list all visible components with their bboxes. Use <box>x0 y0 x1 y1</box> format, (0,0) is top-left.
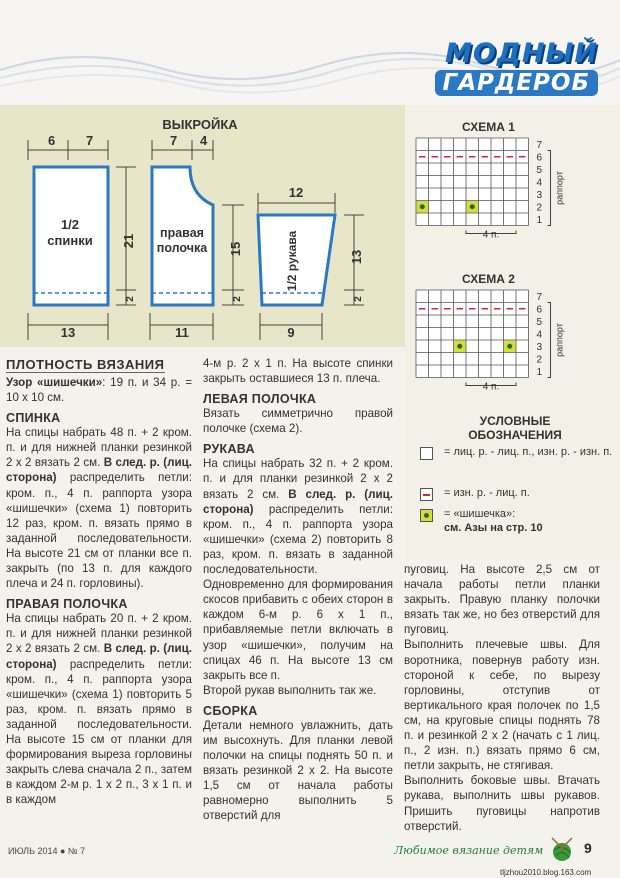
row-number: 3 <box>536 190 543 201</box>
back-title: СПИНКА <box>6 411 61 426</box>
back-text-c: распределить петли: кром. п., 4 п. раппорта узора «шишечки» (схема 1) повторить 12 раз, кром. п. вязать прямо в заданной последовательности. На высоте 21 см от планки все п. закрыть (по 13 п. для каждого плеча и 24 п. горловины). <box>6 471 192 591</box>
right-front-text <box>6 611 192 807</box>
bobble-dot <box>507 344 512 349</box>
footer <box>0 840 620 878</box>
assembly-title: СБОРКА <box>203 703 258 718</box>
back-text <box>6 425 192 591</box>
sleeves-text-2: Второй рукав выполнить так же. <box>203 683 377 697</box>
legend-item-purl-text: = изн. р. - лиц. п. <box>444 487 530 499</box>
width-label: 4 п. <box>482 381 500 393</box>
sleeve-bottom: 9 <box>287 325 295 340</box>
back-label-2: спинки <box>47 233 93 248</box>
density-title: ПЛОТНОСТЬ ВЯЗАНИЯ <box>6 357 165 372</box>
row-number: 4 <box>536 329 543 341</box>
brand-logo <box>435 40 598 96</box>
row-number: 4 <box>536 177 543 189</box>
sleeve-rib: 2 <box>353 296 364 302</box>
row-number: 5 <box>536 165 543 176</box>
front-label-1: правая <box>160 226 204 240</box>
repeat-bracket <box>548 151 551 226</box>
row-number: 3 <box>536 342 543 353</box>
finishing-text-3: Выполнить боковые швы. Втачать рукава, выполнить швы рукавов. Пришить пуговицы напротив отверстий. <box>404 774 600 833</box>
right-front-text-a: На спицы набрать 20 п. + 2 кром. п. и для нижней планки резинкой 2 х 2 вязать 2 см. <box>6 612 192 656</box>
width-label: 4 п. <box>482 229 500 241</box>
row-number: 1 <box>536 367 543 378</box>
row-number: 6 <box>536 152 543 164</box>
right-front-text-b: В след. р. (лиц. сторона) <box>6 642 192 671</box>
magazine-name: Любимое вязание детям <box>394 844 544 857</box>
sleeve-top: 12 <box>288 185 304 200</box>
column-3 <box>404 562 600 834</box>
scheme1-grid <box>410 134 615 254</box>
scheme2-grid <box>410 286 615 406</box>
legend-item-bobble-text <box>444 508 614 535</box>
scheme1-title: СХЕМА 1 <box>462 120 515 134</box>
sleeve-side: 13 <box>349 249 364 265</box>
pattern-title: ВЫКРОЙКА <box>162 117 238 132</box>
bobble-dot <box>457 344 462 349</box>
back-label-1: 1/2 <box>60 217 80 232</box>
front-bottom: 11 <box>175 325 189 340</box>
bobble-cell-icon <box>420 509 433 522</box>
bobble-dot <box>420 204 425 209</box>
repeat-label: раппорт <box>554 323 565 357</box>
assembly-text: Детали немного увлажнить, дать им высохнуть. Для планки левой полочки на спицы поднять 50 п. и вязать резинкой 2 х 2. На высоте 1,5 см от начала работы равномерно выполнить 5 отверстий для <box>203 718 393 823</box>
sleeves-text-c: распределить петли: кром. п., 4 п. раппорта узора «шишечки» (схема 2) повторить 8 раз, кром. п. вязать в заданной последовательности. Одновременно для формирования скосов прибавить с обеих сторон в каждом 6-м р. 6 х 1 п., прибавляемые петли включать в узор «шишечки», получим на спицах 46 п. На высоте 13 см закрыть все п. <box>203 502 393 682</box>
finishing-text-2: Выполнить плечевые швы. Для воротника, повернув работу изн. стороной к себе, по вырезу горловины, отступив от вертикального края полочек по 1,5 см, на круговые спицы поднять 78 п. и резинкой 2 х 2 (начать с 1 лиц. п., 2 изн. п.) вязать прямо 6 см, петли закрыть, не стягивая. <box>404 638 600 773</box>
dash-cell-icon <box>420 488 433 501</box>
pattern-area <box>0 105 405 347</box>
back-top-right: 7 <box>86 133 94 148</box>
issue-label: ИЮЛЬ 2014 ● № 7 <box>8 846 86 856</box>
row-number: 1 <box>536 215 543 226</box>
legend-item-knit-text: = лиц. р. - лиц. п., изн. р. - изн. п. <box>444 446 613 458</box>
legend-title <box>420 414 610 442</box>
front-rib: 2 <box>232 296 243 302</box>
back-top-left: 6 <box>48 133 56 148</box>
source-url: tljzhou2010.blog.163.com <box>500 868 592 877</box>
row-number: 2 <box>536 354 543 366</box>
left-front-title: ЛЕВАЯ ПОЛОЧКА <box>203 392 317 407</box>
row-number: 5 <box>536 317 543 328</box>
sleeves-text-b: В след. р. (лиц. сторона) <box>203 487 393 516</box>
left-front-text: Вязать симметрично правой полочке (схема 2). <box>203 407 393 436</box>
front-side: 15 <box>228 241 243 257</box>
empty-cell-icon <box>420 447 433 460</box>
row-number: 7 <box>536 292 543 303</box>
back-text-b: В след. р. (лиц. сторона) <box>6 456 192 485</box>
front-top-left: 7 <box>170 133 178 148</box>
legend-item-bobble-line1: = «шишечка»: <box>444 508 516 520</box>
repeat-bracket <box>548 303 551 378</box>
sleeves-title: РУКАВА <box>203 442 255 457</box>
brand-line2: ГАРДЕРОБ <box>435 70 598 96</box>
scheme2-title: СХЕМА 2 <box>462 272 515 286</box>
pattern-diagram <box>0 105 405 347</box>
column-2 <box>203 356 393 824</box>
density-pattern: Узор «шишечки» <box>6 376 103 389</box>
header-band <box>0 0 620 105</box>
chart-background <box>416 290 529 378</box>
right-front-text-c: распределить петли: кром. п., 4 п. раппорта узора «шишечки» (схема 1) повторить 5 раз, кром. п. вязать прямо в заданной последовательности. На высоте 15 см от планки для формирования выреза горловины закрыть слева сначала 2 п., затем в каждом 2-м р. 1 х 2 п., 3 х 1 п. и в каждом <box>6 657 192 807</box>
legend-item-bobble-line2: см. Азы на стр. 10 <box>444 521 543 534</box>
bobble-dot <box>470 204 475 209</box>
back-rib: 2 <box>125 296 136 302</box>
back-text-a: На спицы набрать 48 п. + 2 кром. п. и для нижней планки резинкой 2 х 2 вязать 2 см. <box>6 426 192 470</box>
density-text <box>6 375 192 405</box>
brand-line1: МОДНЫЙ <box>444 38 598 69</box>
sleeves-text-a: На спицы набрать 32 п. + 2 кром. п. и для планки резинкой 2 х 2 вязать 2 см. <box>203 457 393 501</box>
back-bottom: 13 <box>60 325 76 340</box>
right-front-title: ПРАВАЯ ПОЛОЧКА <box>6 597 128 612</box>
finishing-text-1: пуговиц. На высоте 2,5 см от начала работы петли планки закрыть. Правую планку полочки вязать так же, но без отверстий для пуговиц. <box>404 563 600 637</box>
repeat-label: раппорт <box>554 171 565 205</box>
back-side: 21 <box>121 233 136 249</box>
density-values: : 19 п. и 34 р. = 10 х 10 см. <box>6 376 192 405</box>
row-number: 6 <box>536 304 543 316</box>
legend-title-2: ОБОЗНАЧЕНИЯ <box>468 428 562 442</box>
sleeve-label: 1/2 рукава <box>285 230 299 292</box>
legend-title-1: УСЛОВНЫЕ <box>479 414 551 428</box>
front-label-2: полочка <box>156 241 208 255</box>
row-number: 2 <box>536 202 543 214</box>
page-number: 9 <box>584 840 592 856</box>
front-top-right: 4 <box>200 133 208 148</box>
column-1 <box>6 356 192 807</box>
yarn-ball-icon <box>548 836 576 864</box>
right-front-text-cont: 4-м р. 2 х 1 п. На высоте спинки закрыть оставшиеся 13 п. плеча. <box>203 357 393 386</box>
sleeves-text <box>203 456 393 682</box>
row-number: 7 <box>536 140 543 151</box>
